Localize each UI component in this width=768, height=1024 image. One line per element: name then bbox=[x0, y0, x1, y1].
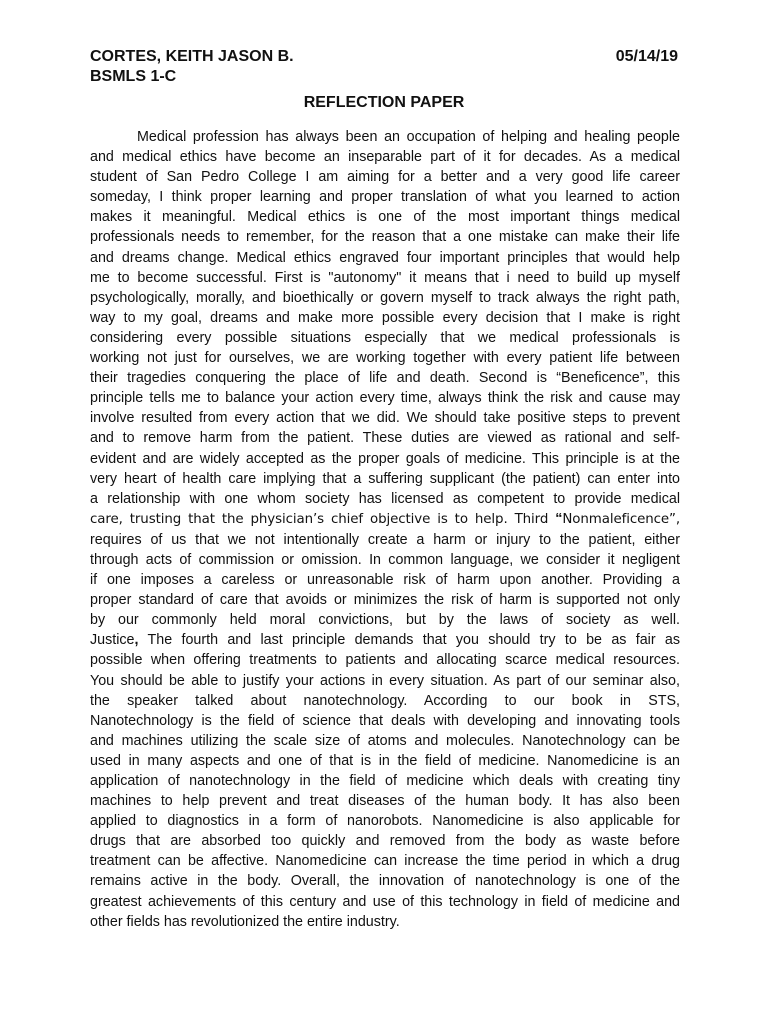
author-name: CORTES, KEITH JASON B. bbox=[90, 48, 294, 65]
text-segment: Medical profession has always been an occupation of helping and healing people bbox=[137, 129, 680, 145]
text-segment: requires of us that we not intentionally create a harm or injury to the patient, either bbox=[90, 531, 680, 548]
paragraph-line bbox=[90, 408, 680, 428]
text-segment: proper standard of care that avoids or minimizes the risk of harm is supported not only bbox=[90, 592, 680, 609]
text-segment: other fields has revolutionized the entire industry. bbox=[90, 913, 400, 930]
paragraph-line bbox=[90, 167, 680, 187]
text-segment: application of nanotechnology in the field of medicine which deals with creating tiny bbox=[90, 773, 680, 789]
paragraph-line bbox=[90, 489, 680, 509]
paragraph-line bbox=[90, 268, 680, 288]
text-segment: , bbox=[134, 632, 139, 649]
paragraph-line bbox=[90, 147, 680, 167]
text-segment: used in many aspects and one of that is in the field of medicine. Nanomedicine is an bbox=[90, 752, 680, 769]
paragraph-line bbox=[90, 288, 680, 308]
paragraph-line bbox=[90, 428, 680, 448]
paragraph-line bbox=[90, 550, 680, 570]
text-segment: principle tells me to balance your action every time, always think the risk and cause may bbox=[90, 390, 680, 407]
paragraph-line bbox=[90, 308, 680, 328]
text-segment: someday, I think proper learning and proper translation of what you learned to action bbox=[90, 189, 680, 206]
text-segment: Nanotechnology is the field of science that deals with developing and innovating tools bbox=[90, 712, 680, 729]
text-segment: You should be able to justify your actions in every situation. As part of our seminar also, bbox=[90, 672, 680, 689]
paragraph-line bbox=[90, 449, 680, 469]
paragraph-line bbox=[90, 610, 680, 630]
paragraph-line bbox=[90, 751, 680, 771]
text-segment: The fourth and last principle demands that you should try to be as fair as bbox=[138, 632, 680, 649]
text-segment: very heart of health care implying that a suffering supplicant (the patient) can enter into bbox=[90, 470, 680, 487]
header-row bbox=[90, 47, 678, 67]
text-segment: working not just for ourselves, we are working together with every patient life between bbox=[90, 350, 680, 367]
text-segment: machines to help prevent and treat diseases of the human body. It has also been bbox=[90, 793, 680, 810]
paragraph-line bbox=[90, 671, 680, 691]
text-segment: applied to diagnostics in a form of nanorobots. Nanomedicine is also applicable for bbox=[90, 813, 680, 830]
text-segment: the speaker talked about nanotechnology. According to our book in STS, bbox=[90, 692, 680, 709]
text-segment: a relationship with one whom society has licensed as competent to provide medical bbox=[90, 490, 680, 507]
text-segment: evident and are widely accepted as the proper goals of medicine. This principle is at the bbox=[90, 450, 680, 467]
paragraph-line bbox=[90, 771, 680, 791]
text-segment: remains active in the body. Overall, the innovation of nanotechnology is one of the bbox=[90, 873, 680, 890]
text-segment: and machines utilizing the scale size of atoms and molecules. Nanotechnology can be bbox=[90, 732, 680, 749]
paragraph-line bbox=[90, 851, 680, 871]
paragraph-line bbox=[90, 248, 680, 268]
text-segment: if one imposes a careless or unreasonable risk of harm upon another. Providing a bbox=[90, 572, 680, 589]
text-segment: “ bbox=[555, 510, 563, 527]
paragraph-line bbox=[90, 912, 680, 932]
text-segment: and medical ethics have become an inseparable part of it for decades. As a medical bbox=[90, 149, 680, 166]
student-section: BSMLS 1-C bbox=[90, 68, 177, 85]
paragraph-line bbox=[90, 368, 680, 388]
text-segment: drugs that are absorbed too quickly and removed from the body as waste before bbox=[90, 833, 680, 850]
paragraph-line bbox=[90, 388, 680, 408]
paragraph-line bbox=[90, 650, 680, 670]
paragraph-line bbox=[90, 348, 680, 368]
paragraph-line bbox=[90, 127, 680, 147]
paragraph-line bbox=[90, 509, 680, 530]
paragraph-line bbox=[90, 791, 680, 811]
paragraph-line bbox=[90, 892, 680, 912]
text-segment: treatment can be affective. Nanomedicine can increase the time period in which a drug bbox=[90, 853, 680, 870]
text-segment: Justice bbox=[90, 632, 135, 649]
paragraph-line bbox=[90, 731, 680, 751]
paragraph-line bbox=[90, 590, 680, 610]
paper-date: 05/14/19 bbox=[615, 48, 678, 65]
text-segment: student of San Pedro College I am aiming for a better and a very good life career bbox=[90, 169, 680, 186]
reflection-body bbox=[90, 127, 680, 932]
text-segment: involve resulted from every action that we did. We should take positive steps to prevent bbox=[90, 410, 680, 427]
text-segment: possible when offering treatments to patients and allocating scarce medical resources. bbox=[90, 652, 680, 669]
text-segment: and dreams change. Medical ethics engraved four important principles that would help bbox=[90, 249, 680, 266]
paragraph-line bbox=[90, 469, 680, 489]
text-segment: Nonmaleficence”, bbox=[562, 511, 680, 527]
text-segment: makes it meaningful. Medical ethics is one of the most important things medical bbox=[90, 209, 680, 226]
paragraph-line bbox=[90, 831, 680, 851]
paper-title: REFLECTION PAPER bbox=[303, 94, 465, 111]
paragraph-line bbox=[90, 187, 680, 207]
paragraph-line bbox=[90, 811, 680, 831]
text-segment: considering every possible situations especially that we medical professionals is bbox=[90, 329, 680, 346]
text-segment: psychologically, morally, and bioethically or govern myself to track always the right path, bbox=[90, 289, 680, 306]
paragraph-line bbox=[90, 630, 680, 650]
text-segment: through acts of commission or omission. In common language, we consider it negligent bbox=[90, 551, 680, 568]
text-segment: greatest achievements of this century and use of this technology in field of medicine and bbox=[90, 893, 680, 910]
text-segment: professionals needs to remember, for the reason that a one mistake can make their life bbox=[90, 229, 680, 246]
text-segment: their tragedies conquering the place of life and death. Second is “Beneficence”, this bbox=[90, 370, 680, 387]
paragraph-line bbox=[90, 570, 680, 590]
text-segment: by our commonly held moral convictions, but by the laws of society as well. bbox=[90, 612, 680, 629]
text-segment: and to remove harm from the patient. These duties are viewed as rational and self- bbox=[90, 430, 680, 447]
paragraph-line bbox=[90, 691, 680, 711]
paragraph-line bbox=[90, 871, 680, 891]
paragraph-line bbox=[90, 207, 680, 227]
paragraph-line bbox=[90, 530, 680, 550]
text-segment: care, trusting that the physician’s chief objective is to help. Third bbox=[90, 511, 556, 527]
paragraph-line bbox=[90, 328, 680, 348]
text-segment: me to become successful. First is "autonomy" it means that i need to build up myself bbox=[90, 269, 680, 286]
paragraph-line bbox=[90, 711, 680, 731]
text-segment: way to my goal, dreams and make more possible every decision that I make is right bbox=[90, 309, 680, 326]
paragraph-line bbox=[90, 227, 680, 247]
